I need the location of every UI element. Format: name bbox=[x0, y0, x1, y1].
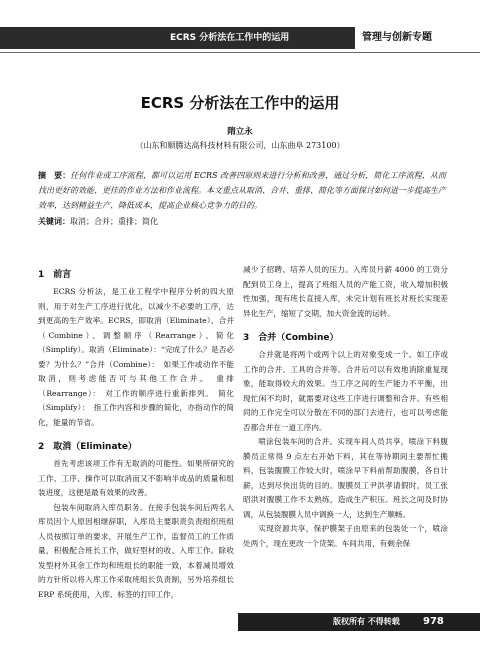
article-title: ECRS 分析法在工作中的运用 bbox=[140, 94, 340, 112]
section-2-continuation: 减少了招聘、培养人员的压力。入库员月薪 4000 的工资分配到员工身上，提高了班组人员的产能工资，收入增加积极性加强，现有班长直接入库，未完计划有班长对班长实现差异化生产，缩短了交期，加大资金流的运转。 bbox=[243, 265, 448, 318]
article-author: 隋立永 bbox=[227, 127, 253, 137]
section-3-paragraph-2: 喷涂包装车间的合并。实现车间人员共享，喷涂下料腹膜员正常得 9 点左右开始下料，其在等待期间主要帮忙搬料，包装腹膜工作较大时，喷涂早下料前帮助腹膜，各自计薪，达到尽快出货的目的。腹膜员工尹洪孝请假时，员工张昭洪对腹膜工作不太熟练，造成生产积压。班长之间及时协调，从包装腹膜人员中调换一人，达到生产顺畅。 bbox=[243, 437, 448, 519]
abstract-label: 摘 要： bbox=[38, 171, 71, 180]
header-rule bbox=[0, 52, 480, 53]
section-3-paragraph-1: 合并就是将两个或两个以上的对象变成一个。如工序或工作的合并、工具的合并等。合并后可以有效地消除重复现象，能取得较大的效果。当工序之间的生产能力不平衡，出现忙闲不均时，就需要对这些工序进行调整和合并。有些相同的工作完全可以分散在不同的部门去进行，也可以考虑能否都合并在一道工序内。 bbox=[243, 350, 448, 432]
keywords-label: 关键词： bbox=[38, 217, 70, 226]
section-2-heading: 2 取消（Eliminate） bbox=[38, 442, 137, 452]
abstract-text: 任何作业或工序流程，都可以运用 ECRS 改善四原则来进行分析和改善，通过分析，简化工序流程，从而找出更好的效能、更佳的作业方法和作业流程。本文重点从取消、合并、重排、简化等方面探讨如何进一步提高生产效率，达到精益生产、降低成本，提高企业核心竞争力的目的。 bbox=[38, 171, 447, 210]
keywords-text: 取消；合并；重排；简化 bbox=[70, 217, 158, 226]
section-2-paragraph-1: 首先考虑该项工作有无取消的可能性。如果所研究的工作、工序、操作可以取消而又不影响半成品的质量和组装进度，这便是最有效果的改善。 bbox=[38, 459, 234, 497]
running-title: ECRS 分析法在工作中的运用 bbox=[0, 27, 355, 49]
section-1-heading: 1 前言 bbox=[38, 270, 72, 280]
section-3-heading: 3 合并（Combine） bbox=[243, 333, 339, 343]
copyright-notice: 版权所有 不得转载 bbox=[333, 617, 400, 626]
section-2-paragraph-2: 包装车间取消入库员职务。在接手包装车间后两名入库员因个人原因相继辞职，入库员主要职责负责组织班组人员按照订单的要求，开展生产工作，监督员工的工作质量，积极配合班长工作，做好型材的收、入库工作。除收发型材外其余工作均和班组长的职能一致，本着减员增效的方针所以将入库工作采取班组长负责制，另外培养组长 ERP 系统使用，入库、标签的打印工作， bbox=[38, 502, 234, 599]
keywords bbox=[38, 214, 446, 229]
section-3-paragraph-3: 实现资源共享，保护膜架子由原来的包装处一个，喷涂处两个，现在更改一个货架。车间共用，有剩余保 bbox=[243, 524, 448, 548]
column-name: 管理与创新专题 bbox=[362, 32, 432, 43]
right-column bbox=[243, 263, 448, 551]
abstract bbox=[38, 168, 446, 213]
page-number: 978 bbox=[423, 616, 444, 627]
left-column bbox=[38, 268, 234, 602]
running-header bbox=[0, 27, 480, 49]
section-1-paragraph: ECRS 分析法，是工业工程学中程序分析的四大原则，用于对生产工序进行优化，以减少不必要的工序，达到更高的生产效率。ECRS，即取消（Eliminate）、合并（Combine）、调整顺序（Rearrange）、简化（Simplify）。取消（Eliminate）：“完成了什么？是否必要？为什么？”合并（Combine）： 如果工作或动作不能取消，则考虑能否可与其他工作合并。 重排（Rearrange）： 对工作的顺序进行重新排列。 简化（Simplify）： 指工作内容和步骤的简化，亦指动作的简化，能量的节省。 bbox=[38, 287, 234, 427]
article-affiliation: （山东和顺腾达高科技材料有限公司，山东曲阜 273100） bbox=[135, 141, 345, 150]
